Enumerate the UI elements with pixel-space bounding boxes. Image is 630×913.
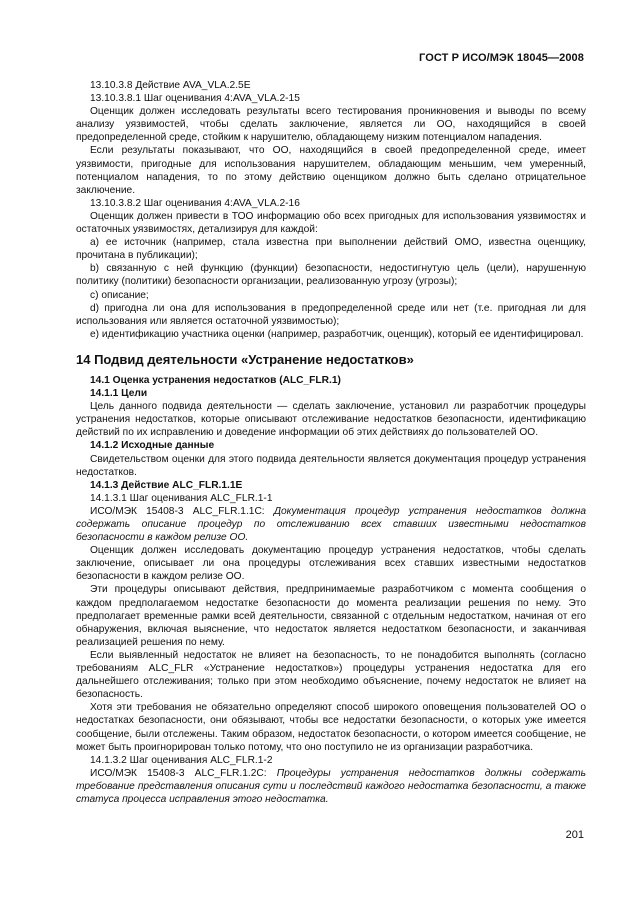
paragraph: Если результаты показывают, что ОО, находящийся в своей предопределенной среде, имеет уязвимости, пригодные для использования нарушителем, обладающим меньшим, чем умеренный, потенциалом нападения, то по этому действию оценщиком должно быть сделано отрицательное заключение. [76,145,586,196]
input-text: Свидетельством оценки для этого подвида деятельности является документация процедур устранения недостатков. [76,453,586,478]
paragraph: Оценщик должен исследовать результаты всего тестирования проникновения и выводы по всему анализу уязвимостей, чтобы сделать заключение, является ли ОО, находящийся в своей предопределенной среде, стойким к нарушителю, обладающему низким потенциалом нападения. [76,106,586,144]
step2-reference: ИСО/МЭК 15408-3 ALC_FLR.1.2C: [90,767,277,779]
step2-quote: Процедуры устранения недостатков должны содержать требование представления описания сути и последствий каждого недостатка безопасности, а также статуса процесса исправления этого недостатка. [76,767,586,805]
list-item: b) связанную с ней функцию (функции) безопасности, недостигнутую цель (цели), нарушенную политику (политики) безопасности организации, реализованную угрозу (угрозы); [76,263,586,288]
step1-paragraph: Оценщик должен исследовать документацию процедур устранения недостатков, чтобы сделать заключение, описывает ли она процедуры отслеживания всех ставших известными недостатков безопасности в каждом релизе ОО. [76,545,586,583]
step1-quote: Документация процедур устранения недостатков должна содержать описание процедур по отслеживанию всех ставших известными недостатков безопасности в каждом релизе ОО. [76,505,586,544]
step1-requirement [76,505,586,544]
page-number: 201 [565,829,584,841]
step2-heading: 14.1.3.2 Шаг оценивания ALC_FLR.1-2 [90,754,273,766]
paragraph: Оценщик должен привести в ТОО информацию обо всех пригодных для использования уязвимостях и остаточных уязвимостях, детализируя для каждой: [76,210,586,236]
list-item: c) описание; [90,289,149,301]
subsection-heading: 14.1 Оценка устранения недостатков (ALC_FLR.1) [90,374,341,386]
step1-paragraph: Если выявленный недостаток не влияет на безопасность, то не понадобится выполнять (согласно требованиям ALC_FLR «Устранение недостатков») процедуры устранения недостатка для его дальнейшего отслеживания; только при этом необходимо объяснение, почему недостаток не влияет на безопасность. [76,649,586,701]
input-heading: 14.1.2 Исходные данные [90,440,215,452]
list-item: e) идентификацию участника оценки (например, разработчик, оценщик), который ее идентифицировал. [90,328,584,340]
step1-paragraph: Хотя эти требования не обязательно определяют способ широкого оповещения пользователей ОО о недостатках безопасности, они обязывают, чтобы все недостатки безопасности, о которых уже имеется сообщение, были отслежены. Таким образом, недостаток безопасности, о котором имеется сообщение, не может быть проигнорирован только потому, что оно поступило не из организации разработчика. [76,702,586,753]
action-heading: 14.1.3 Действие ALC_FLR.1.1E [90,479,243,491]
step1-heading: 14.1.3.1 Шаг оценивания ALC_FLR.1-1 [90,492,273,504]
paragraph-step-heading: 13.10.3.8.1 Шаг оценивания 4:AVA_VLA.2-15 [90,93,300,105]
page-body [76,79,586,806]
paragraph-step-heading: 13.10.3.8.2 Шаг оценивания 4:AVA_VLA.2-16 [90,197,300,209]
section-heading: 14 Подвид деятельности «Устранение недостатков» [76,351,414,367]
goals-text: Цель данного подвида деятельности — сделать заключение, установил ли разработчик процедуры устранения недостатков, которые описывают отслеживание недостатков безопасности, идентификацию действий по их исправлению и доведение информации об этих действиях до пользователей ОО. [76,401,586,439]
list-item: a) ее источник (например, стала известна при выполнении действий ОМО, известна оценщику, прочитана в публикации); [76,237,586,262]
step1-reference: ИСО/МЭК 15408-3 ALC_FLR.1.1C: [90,505,274,517]
step1-paragraph: Эти процедуры описывают действия, предпринимаемые разработчиком с момента сообщения о каждом предполагаемом недостатке безопасности до момента реализации решения по нему. Это предполагает временные рамки всей деятельности, связанной с отдельным недостатком, начиная от его обнаружения, включая выяснение, что недостаток является недостатком безопасности, и заканчивая реализацией решения по нему. [76,584,586,648]
goals-heading: 14.1.1 Цели [90,388,148,400]
paragraph-action-heading: 13.10.3.8 Действие AVA_VLA.2.5E [90,80,251,91]
step2-requirement [76,767,586,806]
page-header: ГОСТ Р ИСО/МЭК 18045—2008 [419,52,584,64]
list-item: d) пригодна ли она для использования в предопределенной среде или нет (т.е. пригодная ли для использования или является остаточной уязвимостью); [76,302,586,327]
